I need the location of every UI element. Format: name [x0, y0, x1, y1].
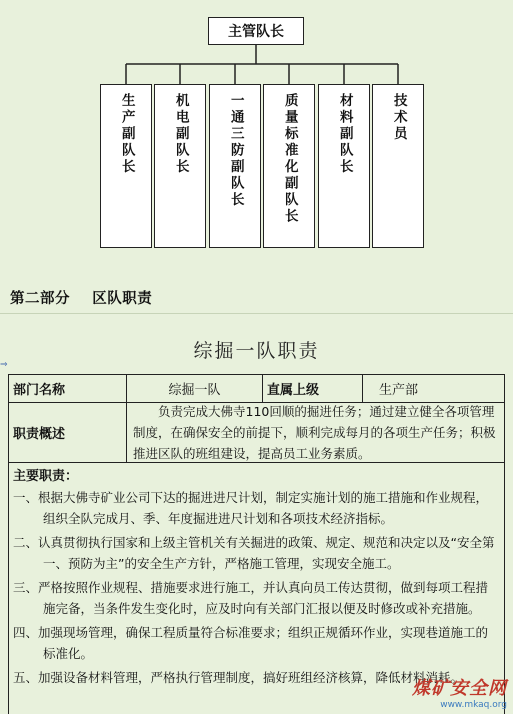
- org-role-electromechanical: [154, 84, 206, 248]
- org-role-technician: [372, 84, 424, 248]
- site-watermark: [412, 674, 507, 710]
- superior-label: 直属上级: [263, 375, 363, 402]
- org-top-label: 主管队长: [228, 24, 284, 40]
- dept-label: 部门名称: [9, 375, 127, 402]
- watermark-logo: 煤矿安全网: [412, 678, 507, 699]
- org-role-label: 机电副队长: [172, 93, 189, 176]
- section-divider: [0, 313, 513, 314]
- duty-item: 四、加强现场管理，确保工程质量符合标准要求；组织正规循环作业，实现巷道施工的标准化。: [13, 625, 489, 661]
- org-role-label: 一通三防副队长: [227, 93, 244, 209]
- side-marker-icon: ⇒: [0, 360, 8, 370]
- org-role-label: 质量标准化副队长: [281, 93, 298, 225]
- org-role-ventilation: [209, 84, 261, 248]
- org-role-label: 技术员: [390, 93, 407, 143]
- doc-title: 综掘一队职责: [193, 340, 320, 362]
- duty-item: 五、加强设备材料管理，严格执行管理制度，搞好班组经济核算，降低材料消耗。: [13, 670, 464, 685]
- superior-value: 生产部: [379, 383, 419, 398]
- duty-item: 一、根据大佛寺矿业公司下达的掘进进尺计划，制定实施计划的施工措施和作业规程，组织全队完成月、季、年度掘进进尺计划和各项技术经济指标。: [13, 490, 489, 526]
- org-role-label: 生产副队长: [118, 93, 135, 176]
- org-top-box: [208, 17, 304, 45]
- org-role-quality: [263, 84, 315, 248]
- org-role-materials: [318, 84, 370, 248]
- org-role-label: 材料副队长: [336, 93, 353, 176]
- table-row-summary: [9, 403, 504, 463]
- duties-title: 主要职责：: [13, 469, 79, 484]
- summary-label: 职责概述: [9, 403, 127, 462]
- org-role-production: [100, 84, 152, 248]
- watermark-url: www.mkaq.org: [440, 700, 507, 710]
- duty-item: 三、严格按照作业规程、措施要求进行施工，并认真向员工传达贯彻，做到每项工程措施完备，当条件发生变化时，应及时向有关部门汇报以便及时修改或补充措施。: [13, 580, 489, 616]
- org-chart: [0, 0, 513, 262]
- summary-text: 负责完成大佛寺110回顺的掘进任务；通过建立健全各项管理制度，在确保安全的前提下，顺利完成每月的各项生产任务；积极推进区队的班组建设，提高员工业务素质。: [133, 404, 496, 461]
- section-heading: 第二部分 区队职责: [10, 291, 153, 307]
- duty-table: [8, 374, 505, 714]
- dept-value: 综掘一队: [127, 375, 263, 402]
- duty-item: 二、认真贯彻执行国家和上级主管机关有关掘进的政策、规定、规范和决定以及“安全第一、预防为主”的安全生产方针，严格施工管理，实现安全施工。: [13, 535, 495, 571]
- duties-section: [9, 463, 504, 691]
